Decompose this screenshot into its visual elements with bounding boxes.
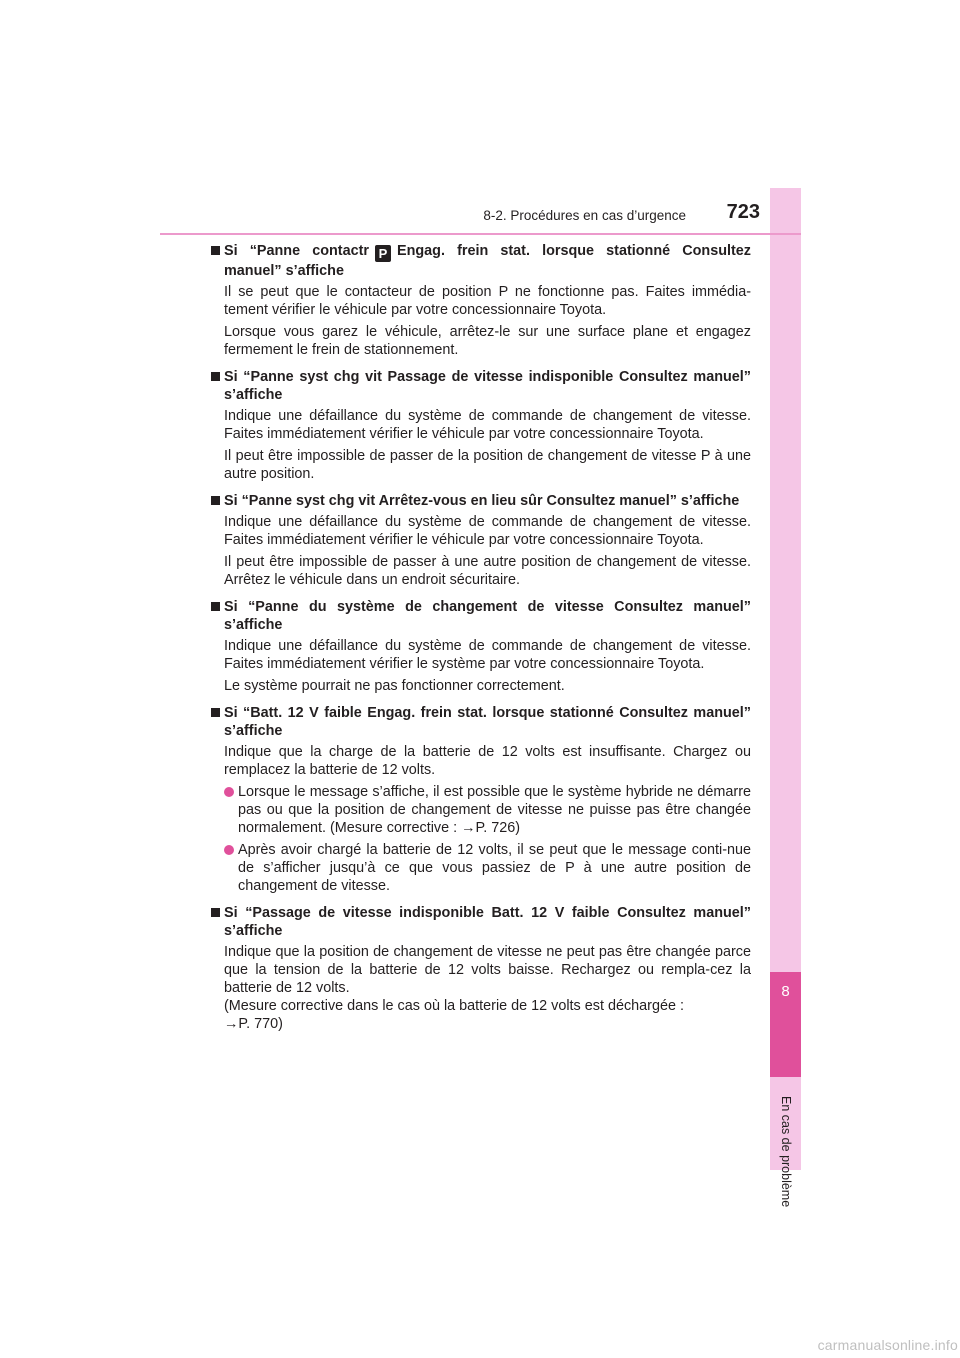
section-paragraph: Il peut être impossible de passer de la position de changement de vitesse P à une autre position. bbox=[224, 448, 751, 482]
header-section-title: 8-2. Procédures en cas d’urgence bbox=[483, 208, 686, 223]
square-bullet-icon bbox=[211, 496, 220, 505]
section-heading: Si “Passage de vitesse indisponible Batt. 12 V faible Consultez manuel” s’affiche bbox=[211, 904, 751, 940]
bullet-dot-icon bbox=[224, 787, 234, 797]
bullet-dot-icon bbox=[224, 845, 234, 855]
chapter-title-text: En cas de problème bbox=[778, 1096, 793, 1208]
square-bullet-icon bbox=[211, 246, 220, 255]
section-paragraph: Indique que la position de changement de vitesse ne peut pas être changée parce que la tension de la batterie de 12 volts baisse. Rechargez ou rempla-cez la batterie de 12 volts. (Mesure corrective dans le cas où la batterie de 12 volts est déchargée : →P. 770) bbox=[224, 944, 751, 1032]
chapter-title bbox=[770, 1096, 801, 1208]
square-bullet-icon bbox=[211, 602, 220, 611]
section-passage-indisponible bbox=[211, 368, 751, 483]
section-panne-systeme bbox=[211, 598, 751, 695]
section-paragraph: Indique une défaillance du système de commande de changement de vitesse. Faites immédiatement vérifier le véhicule par votre concessionnaire Toyota. bbox=[224, 408, 751, 442]
section-passage-batt-faible bbox=[211, 904, 751, 1033]
section-arretez-vous bbox=[211, 492, 751, 589]
watermark-text: carmanualsonline.info bbox=[817, 1337, 958, 1353]
section-heading: Si “Panne syst chg vit Passage de vitesse indisponible Consultez manuel” s’affiche bbox=[211, 368, 751, 404]
section-paragraph: Lorsque vous garez le véhicule, arrêtez-le sur une surface plane et engagez fermement le frein de stationnement. bbox=[224, 324, 751, 358]
page-number: 723 bbox=[726, 201, 760, 223]
section-heading: Si “Panne contactr P Engag. frein stat. lorsque stationné Consultez manuel” s’affiche bbox=[211, 242, 751, 280]
square-bullet-icon bbox=[211, 708, 220, 717]
section-paragraph: Il peut être impossible de passer à une autre position de changement de vitesse. Arrêtez le véhicule dans un endroit sécuritaire. bbox=[224, 554, 751, 588]
section-panne-contactr bbox=[211, 242, 751, 359]
chapter-number: 8 bbox=[781, 983, 790, 1000]
section-paragraph: Indique une défaillance du système de commande de changement de vitesse. Faites immédiatement vérifier le système par votre concessionnaire Toyota. bbox=[224, 638, 751, 672]
section-heading: Si “Panne du système de changement de vitesse Consultez manuel” s’affiche bbox=[211, 598, 751, 634]
section-paragraph: Le système pourrait ne pas fonctionner correctement. bbox=[224, 678, 565, 694]
bullet-item: Après avoir chargé la batterie de 12 volts, il se peut que le message conti-nue de s’afficher jusqu’à ce que vous passiez de P à une autre position de changement de vitesse. bbox=[211, 841, 751, 895]
bullet-item: Lorsque le message s’affiche, il est possible que le système hybride ne démarre pas ou que la position de changement de vitesse ne puisse pas être changée normalement. (Mesure corrective : →P. 726) bbox=[211, 783, 751, 837]
section-heading: Si “Panne syst chg vit Arrêtez-vous en lieu sûr Consultez manuel” s’affiche bbox=[211, 492, 751, 510]
square-bullet-icon bbox=[211, 908, 220, 917]
section-paragraph: Indique que la charge de la batterie de 12 volts est insuffisante. Chargez ou remplacez la batterie de 12 volts. bbox=[224, 744, 751, 778]
section-paragraph: Il se peut que le contacteur de position P ne fonctionne pas. Faites immédia-tement vérifier le véhicule par votre concessionnaire Toyota. bbox=[224, 284, 751, 318]
page-content bbox=[211, 242, 751, 1042]
section-paragraph: Indique une défaillance du système de commande de changement de vitesse. Faites immédiatement vérifier le véhicule par votre concessionnaire Toyota. bbox=[224, 514, 751, 548]
section-heading: Si “Batt. 12 V faible Engag. frein stat. lorsque stationné Consultez manuel” s’affiche bbox=[211, 704, 751, 740]
park-p-icon: P bbox=[375, 245, 391, 262]
square-bullet-icon bbox=[211, 372, 220, 381]
chapter-side-tab bbox=[770, 188, 801, 1208]
section-batt-faible bbox=[211, 704, 751, 895]
header-divider bbox=[160, 233, 801, 235]
